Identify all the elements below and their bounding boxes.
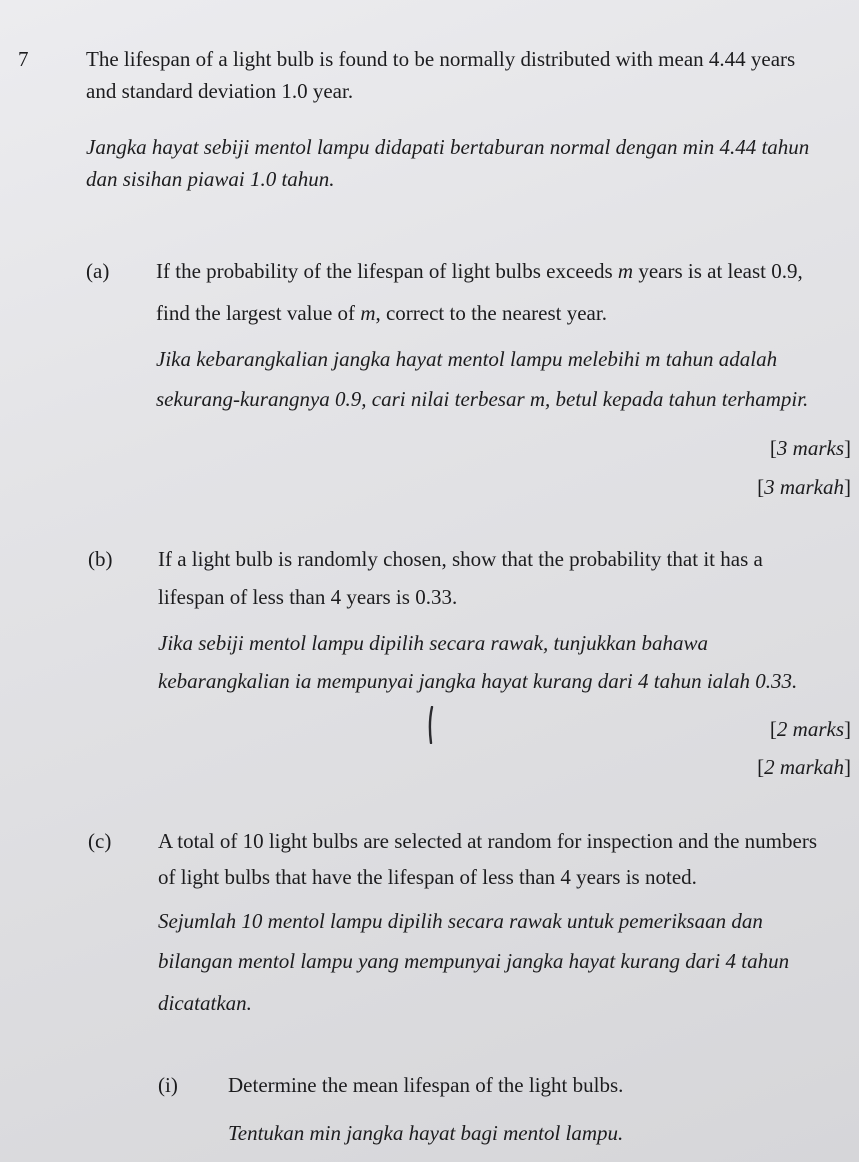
question-number: 7 [18,47,29,71]
part-b-marks-ms: [2 markah] [757,755,851,779]
part-a-variable-m-2: m [360,301,376,325]
part-a-marks-en-text: 3 marks [776,436,844,460]
part-a-en-line-2-post: , correct to the nearest year. [375,301,607,325]
part-a-en-line-1-post: years is at least 0.9, [633,259,803,283]
part-c-i-label: (i) [158,1073,178,1097]
part-b-ms-line-1: Jika sebiji mentol lampu dipilih secara rawak, tunjukkan bahawa [158,631,709,655]
part-b-label: (b) [88,547,113,571]
question-stem-ms-line-1: Jangka hayat sebiji mentol lampu didapati bertaburan normal dengan min 4.44 tahun [86,135,810,159]
part-b-marks-en-text: 2 marks [776,717,844,741]
question-stem-ms-line-2: dan sisihan piawai 1.0 tahun. [86,167,335,191]
part-a-variable-m: m [617,259,634,283]
part-a-ms-line-1: Jika kebarangkalian jangka hayat mentol lampu melebihi m tahun adalah [156,347,778,371]
part-a-marks-ms-text: 3 markah [764,475,844,499]
part-b-en-line-2: lifespan of less than 4 years is 0.33. [158,585,458,609]
part-c-ms-line-3: dicatatkan. [158,991,252,1015]
part-c-en-line-2: of light bulbs that have the lifespan of less than 4 years is noted. [158,865,697,889]
part-a-ms-line-2: sekurang-kurangnya 0.9, cari nilai terbesar m, betul kepada tahun terhampir. [156,387,809,411]
question-stem-en-line-2: and standard deviation 1.0 year. [86,79,354,103]
part-c-en-line-1: A total of 10 light bulbs are selected at random for inspection and the numbers [158,829,817,853]
part-c-ms-line-2: bilangan mentol lampu yang mempunyai jangka hayat kurang dari 4 tahun [158,949,790,973]
part-a-en-line-1-pre: If the probability of the lifespan of light bulbs exceeds [156,259,618,283]
part-c-label: (c) [88,829,112,853]
part-c-i-ms: Tentukan min jangka hayat bagi mentol lampu. [228,1121,624,1145]
part-c-i-en: Determine the mean lifespan of the light bulbs. [228,1073,624,1097]
part-b-ms-line-2: kebarangkalian ia mempunyai jangka hayat kurang dari 4 tahun ialah 0.33. [158,669,798,693]
part-b-marks-ms-text: 2 markah [764,755,844,779]
question-stem-en-line-1: The lifespan of a light bulb is found to be normally distributed with mean 4.44 years [86,47,796,71]
part-a-en-line-1 [156,258,803,284]
pen-stroke-mark [428,706,434,744]
part-a-en-line-2 [156,300,607,326]
part-a-label: (a) [86,259,110,283]
part-c-ms-line-1: Sejumlah 10 mentol lampu dipilih secara rawak untuk pemeriksaan dan [158,909,763,933]
part-b-en-line-1: If a light bulb is randomly chosen, show that the probability that it has a [158,547,763,571]
part-b-marks-en: [2 marks] [769,717,851,741]
part-a-en-line-2-pre: find the largest value of [156,301,361,325]
part-a-marks-ms: [3 markah] [757,475,851,499]
part-a-marks-en: [3 marks] [769,436,851,460]
